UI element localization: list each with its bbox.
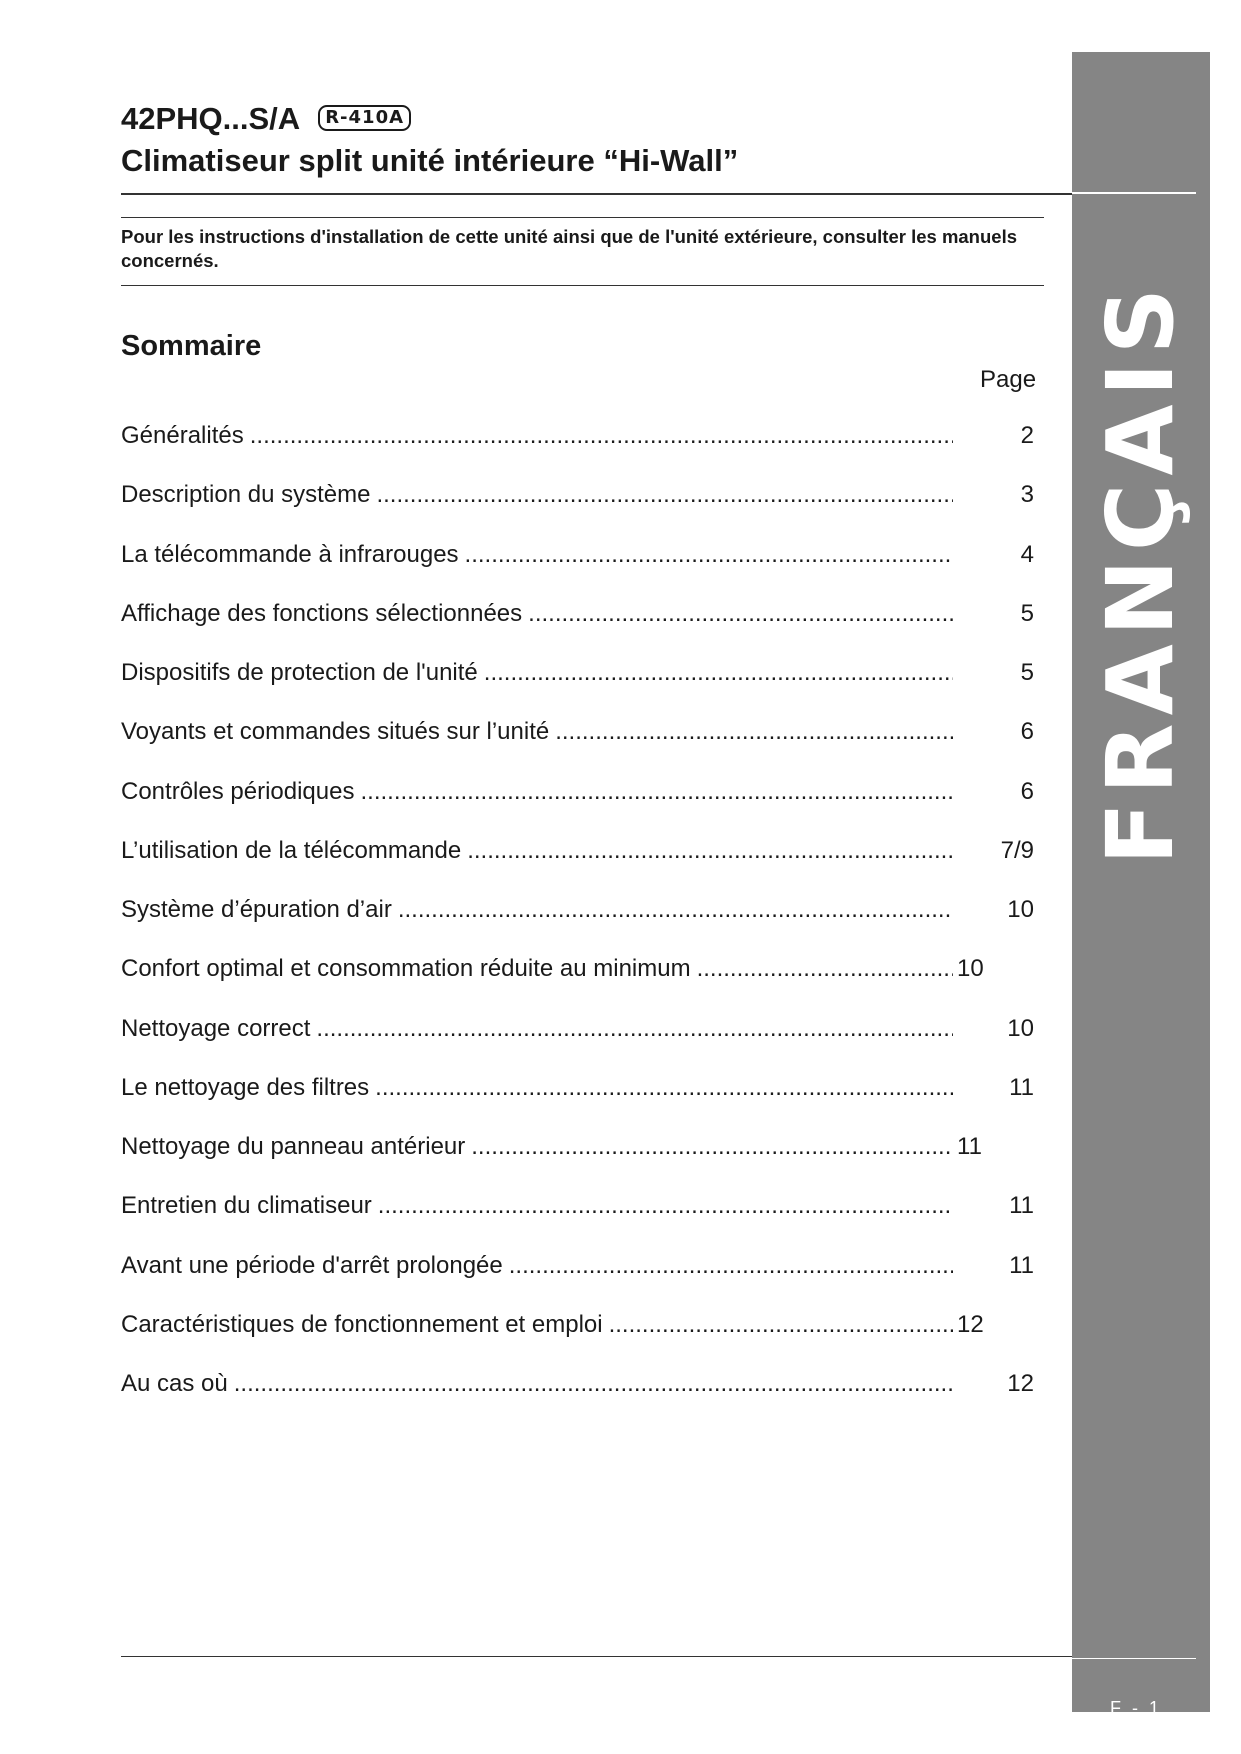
model-name: 42PHQ...S/A xyxy=(121,101,301,136)
toc-entry[interactable] xyxy=(121,776,1044,835)
sidebar-top-rule xyxy=(1072,192,1196,194)
note-top-divider xyxy=(121,217,1044,218)
toc-entry-label: Voyants et commandes situés sur l’unité xyxy=(121,718,550,746)
table-of-contents xyxy=(121,420,1044,1427)
toc-entry-label: Au cas où xyxy=(121,1370,228,1397)
toc-entry[interactable] xyxy=(121,716,1044,775)
toc-entry-page: 6 xyxy=(1020,777,1034,805)
toc-entry-page: 11 xyxy=(1009,1073,1034,1101)
toc-entry-label: Affichage des fonctions sélectionnées xyxy=(121,599,523,627)
toc-entry[interactable] xyxy=(121,953,1044,1012)
refrigerant-badge: R-410A xyxy=(318,105,411,131)
sidebar-bottom-rule xyxy=(1072,1658,1196,1659)
toc-entry-page: 4 xyxy=(1020,540,1034,568)
toc-entry-label: La télécommande à infrarouges xyxy=(121,540,459,568)
toc-entry-page: 7/9 xyxy=(1000,836,1034,864)
toc-entry-label: Le nettoyage des filtres xyxy=(121,1073,370,1101)
toc-entry-label: Nettoyage correct xyxy=(121,1014,311,1042)
dot-leader xyxy=(467,835,953,867)
toc-entry-page: 3 xyxy=(1020,481,1034,509)
toc-entry-label: Contrôles périodiques xyxy=(121,777,355,805)
toc-entry[interactable] xyxy=(121,894,1044,953)
document-title xyxy=(121,98,738,182)
toc-entry-label: Généralités xyxy=(121,422,244,449)
toc-entry[interactable] xyxy=(121,539,1044,598)
language-label: FRANÇAIS xyxy=(1087,279,1195,865)
toc-entry-label: Confort optimal et consommation réduite au minimum xyxy=(121,955,691,983)
toc-entry[interactable] xyxy=(121,1368,1044,1427)
toc-entry-page: 6 xyxy=(1020,718,1034,746)
language-label-wrap xyxy=(1072,212,1210,932)
toc-entry-label: Nettoyage du panneau antérieur xyxy=(121,1133,466,1160)
toc-entry-page: 11 xyxy=(1009,1192,1034,1220)
toc-entry-page: 12 xyxy=(1007,1370,1034,1397)
toc-entry[interactable] xyxy=(121,598,1044,657)
toc-entry-label: Caractéristiques de fonctionnement et emploi xyxy=(121,1310,603,1338)
toc-page-column-label: Page xyxy=(980,366,1037,393)
toc-entry-page: 10 xyxy=(1007,896,1034,923)
footer-divider xyxy=(121,1656,1072,1657)
toc-entry-page: 12 xyxy=(957,1310,984,1338)
dot-leader xyxy=(360,776,953,808)
title-divider xyxy=(121,193,1072,195)
toc-entry[interactable] xyxy=(121,1131,1044,1190)
dot-leader xyxy=(250,420,953,452)
dot-leader xyxy=(555,716,953,748)
toc-entry-label: Avant une période d'arrêt prolongée xyxy=(121,1251,503,1279)
dot-leader xyxy=(471,1131,953,1163)
toc-entry[interactable] xyxy=(121,1309,1044,1368)
toc-entry-page: 5 xyxy=(1020,659,1034,686)
toc-entry[interactable] xyxy=(121,1190,1044,1249)
dot-leader xyxy=(509,1250,953,1282)
dot-leader xyxy=(316,1013,953,1045)
toc-entry[interactable] xyxy=(121,1072,1044,1131)
dot-leader xyxy=(528,598,953,630)
dot-leader xyxy=(376,479,953,511)
toc-entry[interactable] xyxy=(121,835,1044,894)
note-bottom-divider xyxy=(121,285,1044,286)
toc-entry[interactable] xyxy=(121,479,1044,538)
dot-leader xyxy=(234,1368,953,1400)
document-subtitle: Climatiseur split unité intérieure “Hi-Wall” xyxy=(121,143,739,178)
toc-entry-label: Description du système xyxy=(121,481,371,509)
toc-entry[interactable] xyxy=(121,1250,1044,1309)
toc-entry-label: Entretien du climatiseur xyxy=(121,1192,372,1220)
dot-leader xyxy=(398,894,953,926)
page-number: F - 1 xyxy=(1110,1698,1163,1718)
toc-entry-label: Système d’épuration d’air xyxy=(121,896,392,923)
dot-leader xyxy=(609,1309,953,1341)
toc-entry[interactable] xyxy=(121,1013,1044,1072)
language-sidebar xyxy=(1072,52,1210,1718)
toc-entry-page: 2 xyxy=(1020,422,1034,449)
toc-entry-page: 11 xyxy=(957,1133,982,1160)
toc-title: Sommaire xyxy=(121,330,262,362)
installation-note: Pour les instructions d'installation de cette unité ainsi que de l'unité extérieure, consulter les manuels concernés. xyxy=(121,226,1017,271)
toc-entry-page: 10 xyxy=(1007,1014,1034,1042)
toc-entry-page: 10 xyxy=(957,955,984,983)
dot-leader xyxy=(378,1190,953,1222)
toc-entry-label: L’utilisation de la télécommande xyxy=(121,836,462,864)
toc-entry-page: 11 xyxy=(1009,1251,1034,1279)
toc-entry[interactable] xyxy=(121,657,1044,716)
toc-entry[interactable] xyxy=(121,420,1044,479)
dot-leader xyxy=(697,953,953,985)
dot-leader xyxy=(375,1072,953,1104)
dot-leader xyxy=(465,539,953,571)
dot-leader xyxy=(484,657,953,689)
toc-entry-page: 5 xyxy=(1020,599,1034,627)
toc-entry-label: Dispositifs de protection de l'unité xyxy=(121,659,478,686)
